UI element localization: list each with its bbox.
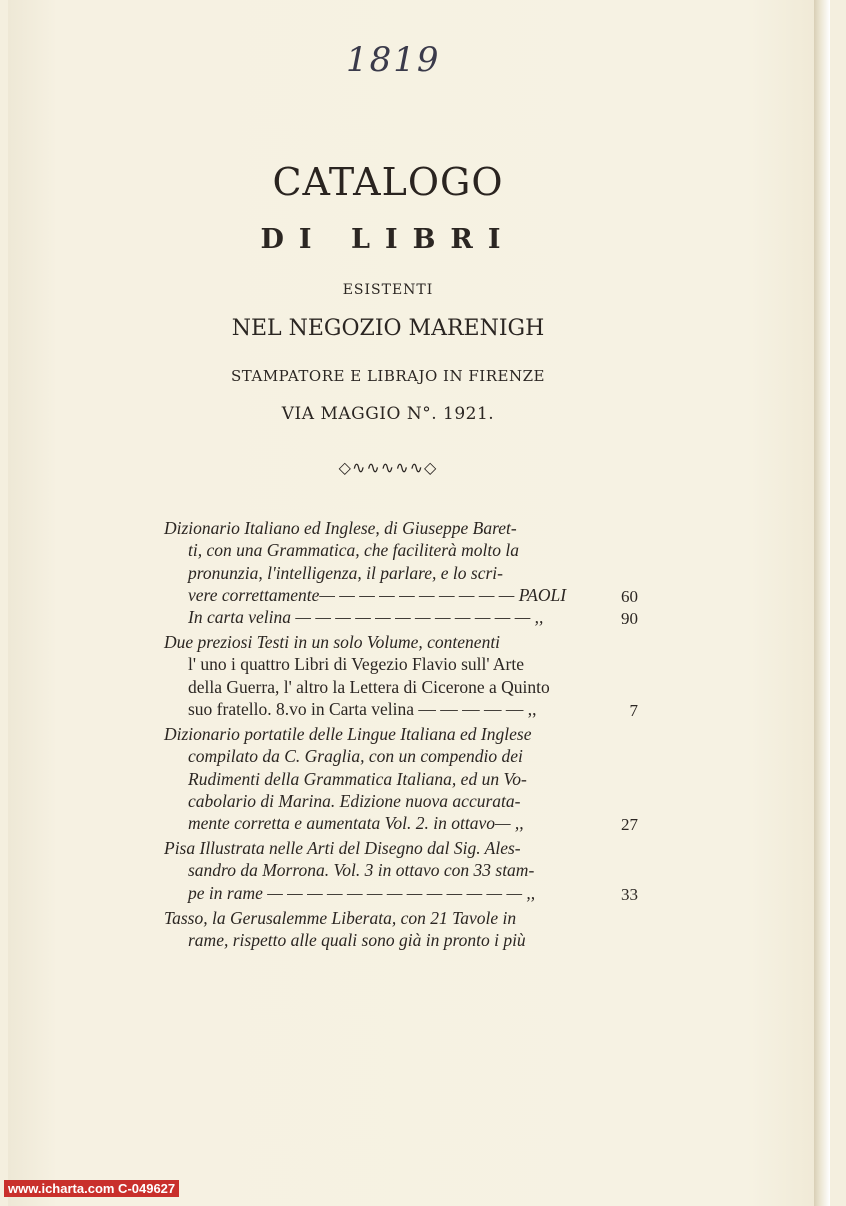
entry-line: della Guerra, l' altro la Lettera di Cicerone a Quinto [188, 676, 550, 697]
entry-price: 33 [621, 884, 638, 904]
watermark: www.icharta.com C-049627 [4, 1180, 179, 1197]
entry-price: 27 [621, 815, 638, 835]
page-edge [814, 0, 830, 1206]
entry-line: mente corretta e aumentata Vol. 2. in ottavo— ,, [188, 813, 524, 834]
entry-line: pe in rame — — — — — — — — — — — — — ,, [188, 882, 536, 903]
catalog-subtitle: DI LIBRI [260, 224, 516, 255]
entry-price: 60 [621, 586, 638, 606]
document-page [8, 0, 830, 1206]
entry-price: 90 [621, 609, 638, 629]
entry-line: ti, con una Grammatica, che faciliterà molto la [188, 540, 519, 561]
entry-line: Pisa Illustrata nelle Arti del Disegno dal Sig. Ales- [164, 838, 521, 858]
entry-line: Dizionario Italiano ed Inglese, di Giuseppe Baret- [164, 518, 517, 538]
entry-line: Tasso, la Gerusalemme Liberata, con 21 Tavole in [164, 908, 517, 928]
entry-line: Due preziosi Testi in un solo Volume, contenenti [164, 632, 501, 652]
entry-price: 7 [629, 700, 638, 720]
trade-line: STAMPATORE E LIBRAJO IN FIRENZE [231, 367, 545, 385]
entry-line: Dizionario portatile delle Lingue Italiana ed Inglese [164, 724, 532, 744]
entry-line: vere correttamente— — — — — — — — — — PAOLI [188, 584, 567, 605]
entry-line: suo fratello. 8.vo in Carta velina — — — — — ,, [188, 698, 537, 719]
catalog-title: CATALOGO [272, 160, 504, 204]
entry-line: pronunzia, l'intelligenza, il parlare, e lo scri- [188, 562, 503, 583]
shop-name: NEL NEGOZIO MARENIGH [231, 316, 545, 341]
entry-line: cabolario di Marina. Edizione nuova accurata- [188, 790, 521, 811]
existing-label: ESISTENTI [342, 282, 434, 298]
handwritten-year: 1819 [346, 40, 441, 80]
entry-line: In carta velina — — — — — — — — — — — — ,, [188, 607, 544, 628]
entry-line: compilato da C. Graglia, con un compendio dei [188, 746, 523, 767]
address-line: VIA MAGGIO N°. 1921. [281, 404, 495, 424]
entry-line: Rudimenti della Grammatica Italiana, ed un Vo- [188, 768, 527, 789]
entry-line: rame, rispetto alle quali sono già in pronto i più [188, 930, 526, 951]
ornament-divider: ◇∿∿∿∿∿◇ [338, 458, 438, 477]
entry-line: l' uno i quattro Libri di Vegezio Flavio sull' Arte [188, 654, 525, 675]
entry-line: sandro da Morrona. Vol. 3 in ottavo con 33 stam- [188, 860, 535, 881]
